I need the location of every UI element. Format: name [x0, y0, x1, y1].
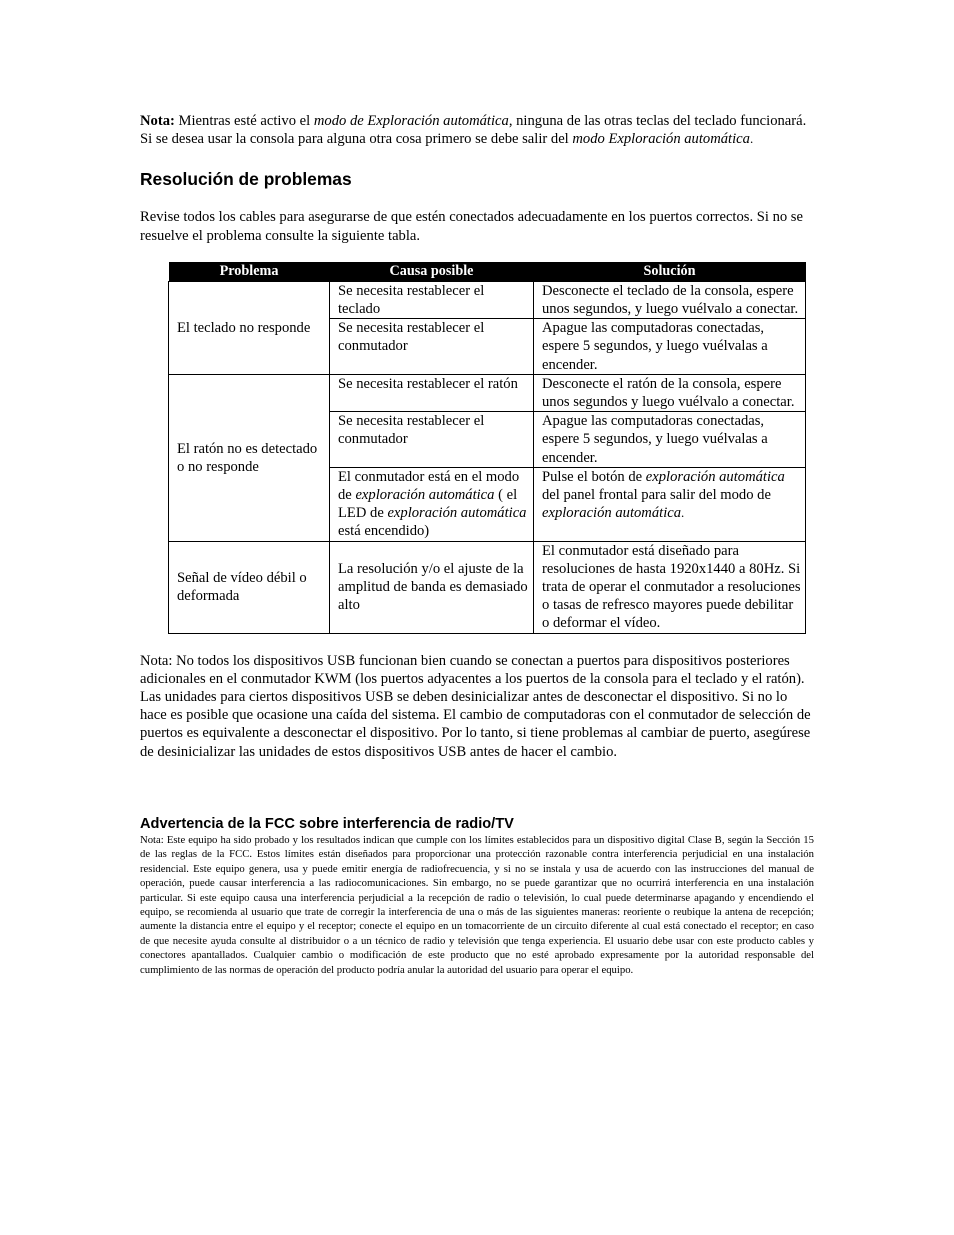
solution-cell: Desconecte el teclado de la consola, espere unos segundos, y luego vuélvalo a conectar. [534, 281, 806, 318]
cell-text: El conmutador está en el modo de [338, 468, 520, 504]
header-cause: Causa posible [330, 262, 534, 282]
solution-cell: El conmutador está diseñado para resoluciones de hasta 1920x1440 a 80Hz. Si trata de operar el conmutador a resoluciones o tasas de refresco mayores puede debilitar o deformar el vídeo. [534, 541, 806, 633]
problem-cell: El teclado no responde [169, 281, 330, 374]
note-italic: modo de Exploración automática [313, 113, 509, 129]
header-problem: Problema [169, 262, 330, 282]
table-row [169, 374, 806, 411]
fcc-paragraph: Nota: Este equipo ha sido probado y los resultados indican que cumple con los límites establecidos para un dispositivo digital Clase B, según la Sección 15 de las reglas de la FCC. Estos límites están diseñados para proporcionar una protección razonable contra interferencia perjudicial en una instalación residencial. Este equipo genera, usa y puede emitir energía de radiofrecuencia, y si no se instala y usa de acuerdo con las instrucciones del manual de operación, puede causar interferencia a las radiocomunicaciones. Sin embargo, no se puede garantizar que no ocurrirá interferencia en una instalación particular. Si este equipo causa una interferencia perjudicial a la recepción de radio o televisión, lo cual puede determinarse apagando y encendiendo el equipo, se recomienda al usuario que trate de corregir la interferencia de una o más de las siguientes maneras: reoriente o reubique la antena de recepción; aumente la distancia entre el equipo y el receptor; conecte el equipo en un tomacorriente de un circuito diferente al cual está conectado el receptor; en caso de que necesite ayuda consulte al distribuidor o a un técnico de radio y televisión que tenga experiencia. El usuario debe usar con este producto cables y conectores apantallados. Cualquier cambio o modificación de este producto que no esté aprobado expresamente por la autoridad responsable del cumplimiento de las normas de operación del producto podría anular la autoridad del usuario para operar el equipo. [140, 833, 814, 976]
cause-cell: Se necesita restablecer el conmutador [330, 412, 534, 468]
cell-text: Pulse el botón de [542, 468, 646, 485]
note-text: . [749, 131, 754, 147]
problem-cell: Señal de vídeo débil o deformada [169, 541, 330, 633]
cause-cell: Se necesita restablecer el teclado [330, 281, 534, 318]
cell-text: . [681, 505, 685, 521]
cell-italic: exploración automática [355, 487, 495, 504]
cause-cell: La resolución y/o el ajuste de la amplitud de banda es demasiado alto [330, 541, 534, 633]
note-label: Nota: [140, 113, 175, 129]
solution-cell: Apague las computadoras conectadas, espere 5 segundos, y luego vuélvalas a encender. [534, 412, 806, 468]
section-title: Resolución de problemas [140, 169, 352, 190]
document-page [140, 112, 814, 977]
usb-note: Nota: No todos los dispositivos USB funcionan bien cuando se conectan a puertos para dispositivos posteriores adicionales en el conmutador KWM (los puertos adyacentes a los puertos de la consola para el teclado y el ratón). Las unidades para ciertos dispositivos USB se deben desinicializar antes de desconectar el dispositivo. Si no lo hace es posible que ocasione una caída del sistema. El cambio de computadoras con el conmutador de selección de puertos es equivalente a desconectar el dispositivo. Por lo tanto, si tiene problemas al cambiar de puerto, asegúrese de desinicializar las unidades de estos dispositivos USB antes de hacer el cambio. [140, 652, 811, 760]
cause-cell [330, 467, 534, 541]
autoscan-note [140, 112, 814, 148]
problem-cell: El ratón no es detectado o no responde [169, 374, 330, 541]
table-row [169, 541, 806, 633]
fcc-title: Advertencia de la FCC sobre interferencia de radio/TV [140, 815, 514, 832]
cause-cell: Se necesita restablecer el ratón [330, 374, 534, 411]
cell-italic: exploración automática [387, 505, 527, 522]
cell-text: ( el LED de [338, 487, 518, 522]
solution-cell: Apague las computadoras conectadas, espere 5 segundos, y luego vuélvalas a encender. [534, 319, 806, 375]
cause-cell: Se necesita restablecer el conmutador [330, 319, 534, 375]
table-header-row [169, 262, 806, 282]
solution-cell [534, 467, 806, 541]
header-solution: Solución [534, 262, 806, 282]
note-text: , ninguna de las otras teclas del teclado funcionará. Si se desea usar la consola para alguna otra cosa primero se debe salir del [140, 113, 807, 148]
troubleshooting-table [168, 262, 806, 634]
note-text: Mientras esté activo el [174, 113, 314, 129]
cell-italic: exploración automática [542, 505, 682, 522]
table-row [169, 281, 806, 318]
cell-italic: exploración automática [645, 468, 785, 485]
cell-text: del panel frontal para salir del modo de [542, 487, 771, 504]
note-italic: modo Exploración automática [572, 131, 750, 148]
intro-paragraph: Revise todos los cables para asegurarse de que estén conectados adecuadamente en los puertos correctos. Si no se resuelve el problema consulte la siguiente tabla. [140, 209, 803, 244]
cell-text: está encendido) [338, 523, 430, 540]
solution-cell: Desconecte el ratón de la consola, espere unos segundos y luego vuélvalo a conectar. [534, 374, 806, 411]
